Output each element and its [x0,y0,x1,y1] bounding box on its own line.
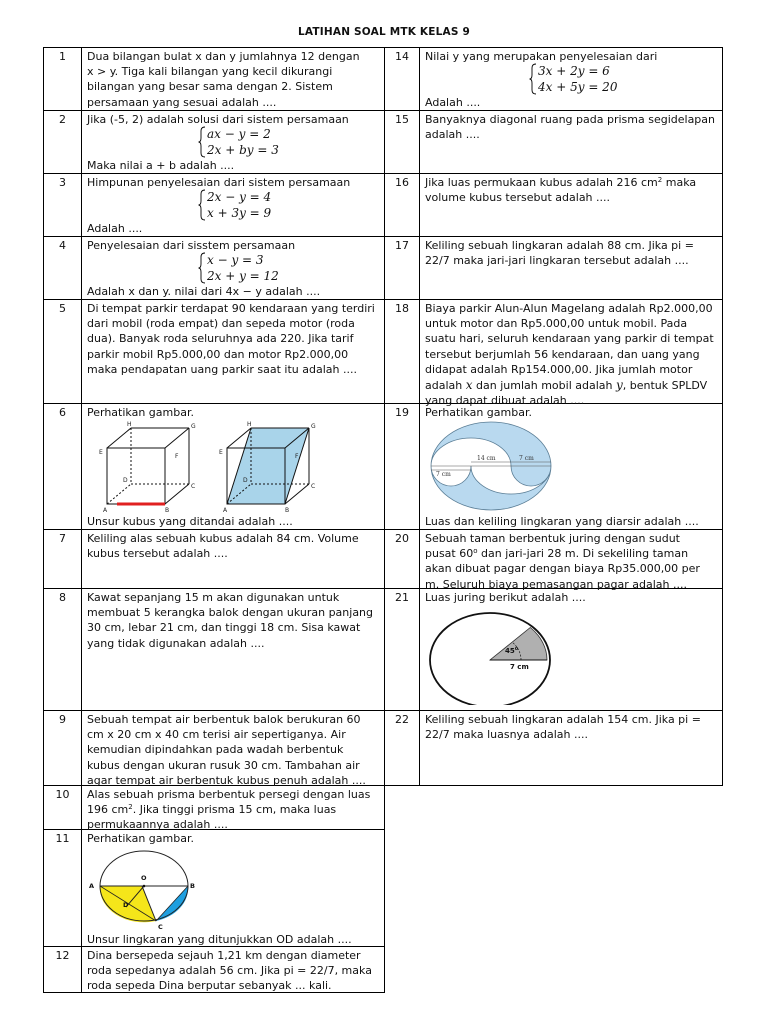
text-line: Dua bilangan bulat x dan y jumlahnya 12 dengan [87,50,360,63]
question-16-text [425,175,720,205]
question-11-line-2: Unsur lingkaran yang ditunjukkan OD adalah .... [87,933,352,946]
cube-label: H [127,421,132,428]
question-6-line-1: Perhatikan gambar. [87,406,194,419]
text-line: roda sepeda Dina berputar sebanyak ... kali. [87,979,332,993]
text-span: dan jari-jari 28 m. Di sekeliling taman [477,547,689,561]
text-line: x > y. Tiga kali bilangan yang kecil dikurangi [87,65,333,79]
math-variable: x [465,378,473,393]
text-line: m. Seluruh biaya pemasangan pagar adalah .... [425,577,687,591]
text-line: 22/7 maka luasnya adalah .... [425,728,589,742]
question-number-4: 4 [59,239,66,252]
question-1-text [87,49,382,110]
text-line: kubus dengan ukuran rusuk 30 cm. Tambahan air [87,758,360,772]
question-number-7: 7 [59,532,66,545]
text-line: persamaan yang sesuai adalah .... [87,95,277,109]
text-line: roda sepedanya adalah 56 cm. Jika pi = 22/7, maka [87,964,372,978]
circle-figure [86,845,210,931]
cube-1 [107,428,189,504]
cube-label: H [247,421,252,428]
equation-1: x − y = 3 [207,253,264,267]
question-number-16: 16 [395,176,409,189]
point-label-a: A [89,882,95,890]
text-span: dan jumlah mobil adalah [472,379,616,393]
text-line [425,546,720,561]
equation-2: x + 3y = 9 [207,206,272,220]
question-5-text [87,301,382,377]
question-number-2: 2 [59,113,66,126]
text-line: yang dapat dibuat adalah .... [425,394,585,408]
question-number-6: 6 [59,406,66,419]
point-label-b: B [190,882,195,890]
text-line: Biaya parkir Alun-Alun Magelang adalah Rp2.000,00 [425,302,713,315]
cube-label: A [223,507,228,514]
page-title: LATIHAN SOAL MTK KELAS 9 [298,26,470,38]
dimension-label: 14 cm [477,455,496,462]
text-line: volume kubus tersebut adalah .... [425,191,611,205]
question-18-text [425,301,720,408]
text-span: adalah [425,379,466,393]
text-line: maka pendapatan uang parkir saat itu adalah .... [87,362,357,376]
question-number-10: 10 [55,788,70,801]
question-10-text [87,787,382,833]
equation-1: ax − y = 2 [207,127,271,141]
equation-system-14 [529,63,617,95]
brace-icon [198,252,206,284]
question-number-21: 21 [395,591,409,604]
text-line: Keliling sebuah lingkaran adalah 154 cm. Jika pi = [425,713,701,726]
question-2-line-2: Maka nilai a + b adalah .... [87,159,235,172]
text-span: 196 cm [87,803,129,817]
text-line: suatu hari, seluruh kendaraan yang parkir di tempat [425,332,714,346]
text-span: Jika luas permukaan kubus adalah 216 cm [425,176,658,189]
question-number-17: 17 [395,239,409,252]
question-3-line-2: Adalah .... [87,222,143,235]
dimension-label: 7 cm [519,455,534,462]
point-label-c: C [158,923,163,931]
cube-label: E [219,449,223,456]
brace-icon [198,126,206,158]
text-span: , bentuk SPLDV [622,379,708,393]
cube-label: B [285,507,290,514]
text-line: Alas sebuah prisma berbentuk persegi dengan luas [87,788,371,801]
cube-label: F [175,453,179,460]
text-line: Sebuah taman berbentuk juring dengan sudut [425,532,680,545]
question-number-15: 15 [395,113,409,126]
equation-2: 2x + by = 3 [207,143,279,157]
equation-system-4 [198,252,279,284]
cube-label: C [191,483,196,490]
text-line [425,175,720,190]
text-line: adalah .... [425,128,480,142]
brace-icon [198,189,206,221]
text-line [425,377,720,393]
question-number-14: 14 [395,50,409,63]
question-number-12: 12 [55,949,70,962]
text-line: Dina bersepeda sejauh 1,21 km dengan diameter [87,949,361,962]
cube-label: B [165,507,170,514]
superscript: 2 [128,803,133,812]
text-line: cm x 20 cm x 40 cm terisi air sepertiganya. Air [87,728,346,742]
question-number-22: 22 [395,713,409,726]
question-8-text [87,590,382,651]
equation-system-3 [198,189,271,221]
text-line: membuat 5 kerangka balok dengan ukuran panjang [87,606,374,620]
question-15-text [425,112,720,142]
question-20-text [425,531,720,592]
question-3-line-1: Himpunan penyelesaian dari sistem persamaan [87,176,351,189]
cube-label: F [295,453,299,460]
equation-system-2 [198,126,279,158]
text-span: maka [662,176,697,189]
question-4-line-1: Penyelesaian dari sisstem persamaan [87,239,296,252]
text-span: . Jika tinggi prisma 15 cm, maka luas [132,803,337,817]
text-line: Keliling alas sebuah kubus adalah 84 cm. Volume [87,532,359,545]
question-19-line-2: Luas dan keliling lingkaran yang diarsir adalah .... [425,515,699,528]
text-line: 22/7 maka jari-jari lingkaran tersebut adalah .... [425,254,689,268]
text-line: bilangan yang besar sama dengan 2. Sistem [87,80,333,94]
text-line: Banyaknya diagonal ruang pada prisma segidelapan [425,113,716,126]
cube-label: D [123,477,128,484]
question-number-1: 1 [59,50,66,63]
question-9-text [87,712,382,788]
text-line: kubus tersebut adalah .... [87,547,228,561]
question-14-line-1: Nilai y yang merupakan penyelesaian dari [425,50,658,63]
text-line: dua). Banyak roda seluruhnya ada 220. Jika tarif [87,332,354,346]
question-19-line-1: Perhatikan gambar. [425,406,532,419]
question-21-line-1: Luas juring berikut adalah .... [425,591,586,604]
radius-label: 7 cm [510,663,529,671]
text-line: Di tempat parkir terdapat 90 kendaraan yang terdiri [87,302,375,315]
text-line: permukaannya adalah .... [87,818,228,832]
angle-label: 45$^o$ [505,646,519,655]
equation-1: 3x + 2y = 6 [538,64,610,78]
cube-label: D [243,477,248,484]
text-line: Kawat sepanjang 15 m akan digunakan untuk [87,591,340,604]
text-line [87,802,382,817]
sector-figure [427,605,553,705]
equation-1: 2x − y = 4 [207,190,272,204]
question-number-3: 3 [59,176,66,189]
question-17-text [425,238,720,268]
math-variable: y [615,378,623,393]
text-line: tersebut berjumlah 56 kendaraan, dan uang yang [425,347,700,361]
question-4-line-2: Adalah x dan y. nilai dari 4x − y adalah .... [87,285,321,298]
cube-label: C [311,483,316,490]
question-number-18: 18 [395,302,409,315]
text-line: didapat adalah Rp154.000,00. Jika jumlah motor [425,362,693,376]
question-7-text [87,531,382,561]
degree-symbol: o [473,547,478,556]
question-number-5: 5 [59,302,66,315]
equation-2: 4x + 5y = 20 [538,80,618,94]
text-line: yang tidak digunakan adalah .... [87,636,265,650]
cube-label: A [103,507,108,514]
text-line: akan dibuat pagar dengan biaya Rp35.000,00 per [425,562,700,576]
text-line: dari mobil (roda empat) dan sepeda motor (roda [87,317,355,331]
question-11-line-1: Perhatikan gambar. [87,832,194,845]
question-22-text [425,712,720,742]
cube-label: G [191,423,196,430]
cube-label: G [311,423,316,430]
equation-2: 2x + y = 12 [207,269,279,283]
point-label-o: O [141,874,147,882]
question-number-19: 19 [395,406,409,419]
question-2-line-1: Jika (-5, 2) adalah solusi dari sistem persamaan [87,113,349,126]
superscript: 2 [657,176,663,184]
text-line: parkir mobil Rp5.000,00 dan motor Rp2.000,00 [87,347,349,361]
dimension-label: 7 cm [436,471,451,478]
text-span: pusat 60 [425,547,474,561]
text-line: untuk motor dan Rp5.000,00 untuk mobil. Pada [425,317,688,331]
question-number-9: 9 [59,713,66,726]
cube-label: E [99,449,103,456]
point-label-d: D [123,901,129,909]
shaded-circles-figure [426,418,556,514]
text-line: Keliling sebuah lingkaran adalah 88 cm. Jika pi = [425,239,694,252]
question-14-line-2: Adalah .... [425,96,481,109]
question-number-11: 11 [55,832,70,845]
text-line: Sebuah tempat air berbentuk balok berukuran 60 [87,713,361,726]
text-line: kemudian dipindahkan pada wadah berbentuk [87,743,344,757]
question-6-line-2: Unsur kubus yang ditandai adalah .... [87,515,293,528]
question-number-8: 8 [59,591,66,604]
question-12-text [87,948,382,994]
cube-figures [93,420,333,516]
question-number-20: 20 [395,532,409,545]
text-line: agar tempat air berbentuk kubus penuh adalah .... [87,773,366,787]
text-line: 30 cm, lebar 21 cm, dan tinggi 18 cm. Sisa kawat [87,621,361,635]
brace-icon [529,63,537,95]
